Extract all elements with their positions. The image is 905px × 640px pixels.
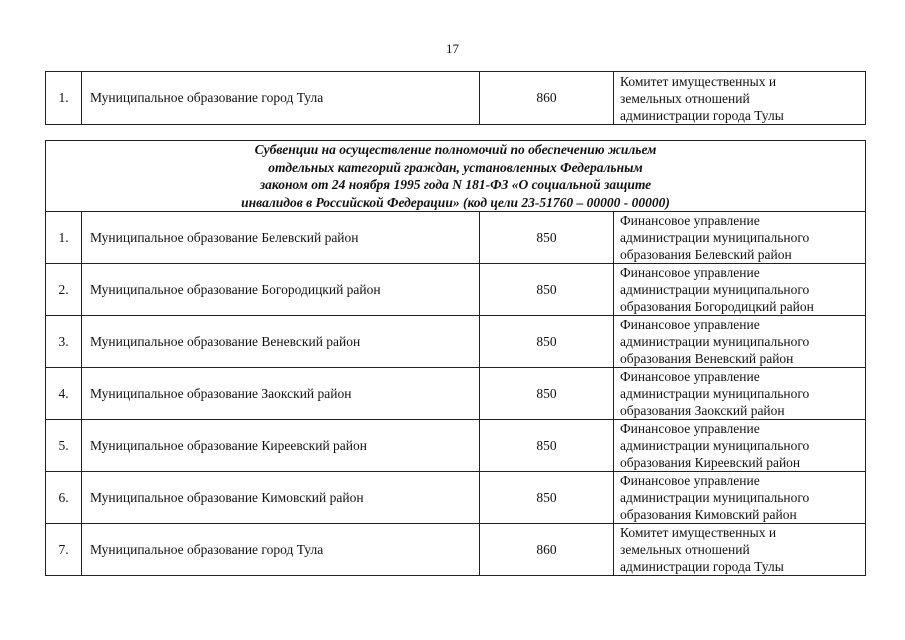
- recipient-line: администрации муниципального: [620, 386, 810, 401]
- recipient-organization: [614, 524, 866, 576]
- recipient-line: Финансовое управление: [620, 265, 760, 280]
- section-heading-line: инвалидов в Российской Федерации» (код цели 23-51760 – 00000 - 00000): [241, 194, 670, 210]
- municipality-name: Муниципальное образование город Тула: [82, 524, 480, 576]
- section-heading-line: отдельных категорий граждан, установленных Федеральным: [268, 159, 643, 175]
- recipient-line: Комитет имущественных и: [620, 73, 777, 89]
- recipient-line: Финансовое управление: [620, 421, 760, 436]
- recipient-line: администрации города Тулы: [620, 107, 784, 123]
- continuation-table: [45, 71, 866, 125]
- section-heading-line: законом от 24 ноября 1995 года N 181-ФЗ «О социальной защите: [259, 177, 652, 192]
- recipient-organization: [614, 72, 866, 125]
- municipality-name: Муниципальное образование Кимовский район: [82, 472, 480, 524]
- recipient-organization: [614, 420, 866, 472]
- budget-code: 850: [480, 472, 614, 524]
- row-number: 5.: [46, 420, 82, 472]
- municipality-name: Муниципальное образование Белевский район: [82, 212, 480, 264]
- section-heading-row: [46, 141, 866, 212]
- budget-code: 850: [480, 264, 614, 316]
- recipient-organization: [614, 212, 866, 264]
- recipient-organization: [614, 316, 866, 368]
- municipality-name: Муниципальное образование Веневский район: [82, 316, 480, 368]
- recipient-line: образования Веневский район: [620, 351, 794, 366]
- recipient-line: администрации города Тулы: [620, 559, 784, 574]
- recipient-line: администрации муниципального: [620, 230, 810, 245]
- continuation-table-body: [46, 72, 866, 125]
- recipient-line: Финансовое управление: [620, 473, 760, 488]
- recipient-line: Финансовое управление: [620, 369, 760, 384]
- table-row: [46, 524, 866, 576]
- budget-code: 850: [480, 316, 614, 368]
- recipient-line: земельных отношений: [620, 90, 750, 106]
- municipality-name: Муниципальное образование город Тула: [82, 72, 480, 125]
- budget-code: 860: [480, 524, 614, 576]
- table-row: [46, 316, 866, 368]
- recipient-organization: [614, 264, 866, 316]
- row-number: 3.: [46, 316, 82, 368]
- municipality-name: Муниципальное образование Киреевский район: [82, 420, 480, 472]
- recipient-line: земельных отношений: [620, 542, 750, 557]
- row-number: 6.: [46, 472, 82, 524]
- row-number: 2.: [46, 264, 82, 316]
- budget-code: 850: [480, 420, 614, 472]
- row-number: 1.: [46, 212, 82, 264]
- recipient-line: образования Белевский район: [620, 247, 792, 262]
- row-number: 7.: [46, 524, 82, 576]
- section-heading: [46, 141, 866, 212]
- table-row: [46, 72, 866, 125]
- recipient-line: администрации муниципального: [620, 490, 810, 505]
- recipient-organization: [614, 472, 866, 524]
- table-row: [46, 264, 866, 316]
- recipient-line: администрации муниципального: [620, 438, 810, 453]
- recipient-line: Финансовое управление: [620, 317, 760, 332]
- municipality-name: Муниципальное образование Богородицкий район: [82, 264, 480, 316]
- table-row: [46, 368, 866, 420]
- budget-code: 860: [480, 72, 614, 125]
- municipality-name: Муниципальное образование Заокский район: [82, 368, 480, 420]
- subventions-table: [45, 140, 866, 576]
- recipient-line: Финансовое управление: [620, 213, 760, 228]
- table-row: [46, 472, 866, 524]
- recipient-line: администрации муниципального: [620, 334, 810, 349]
- recipient-organization: [614, 368, 866, 420]
- row-number: 4.: [46, 368, 82, 420]
- table-row: [46, 420, 866, 472]
- table-row: [46, 212, 866, 264]
- budget-code: 850: [480, 368, 614, 420]
- recipient-line: образования Кимовский район: [620, 507, 797, 522]
- section-heading-line: Субвенции на осуществление полномочий по обеспечению жильем: [254, 142, 657, 157]
- recipient-line: Комитет имущественных и: [620, 525, 777, 540]
- recipient-line: образования Заокский район: [620, 403, 785, 418]
- recipient-line: администрации муниципального: [620, 282, 810, 297]
- recipient-line: образования Киреевский район: [620, 455, 801, 470]
- subventions-table-body: [46, 141, 866, 576]
- page-number: 17: [446, 41, 459, 56]
- row-number: 1.: [46, 72, 82, 125]
- recipient-line: образования Богородицкий район: [620, 299, 814, 314]
- budget-code: 850: [480, 212, 614, 264]
